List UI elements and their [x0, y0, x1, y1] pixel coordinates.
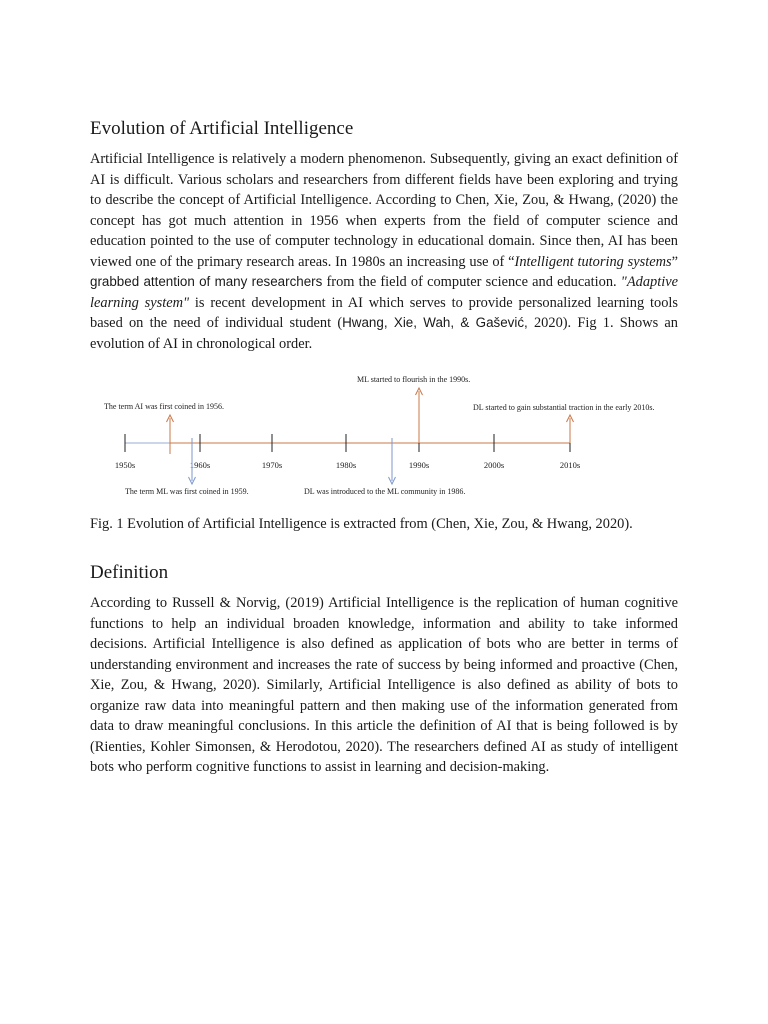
- sans-text-run: grabbed attention of many researchers: [90, 274, 323, 289]
- decade-label: 2000s: [483, 460, 505, 470]
- citation-run: Hwang, Xie, Wah, & Gašević,: [342, 315, 528, 330]
- text-run: ”: [671, 253, 678, 270]
- text-run: 2020). Fig 1. Shows an evolution of AI in chronological order.: [90, 315, 678, 352]
- text-run: is recent development in AI which serves to provide personalized learning tools based on the need of individual student (: [90, 294, 678, 331]
- decade-label: 2010s: [559, 460, 581, 470]
- definition-paragraph: According to Russell & Norvig, (2019) Artificial Intelligence is the replication of human cognitive functions to help an individual broaden knowledge, information and ability to take informed decisions. Artificial Intelligence is also defined as application of bots who are better in terms of understanding environment and increases the rate of success by being informed and proactive (Chen, Xie, Zou, & Hwang, 2020). Similarly, Artificial Intelligence is also defined as ability of bots to organize raw data into meaningful pattern and then making use of the information generated from data to draw meaningful conclusions. In this article the definition of AI that is being followed is by (Rienties, Kohler Simonsen, & Herodotou, 2020). The researchers defined AI as study of intelligent bots who perform cognitive functions to assist in learning and decision-making.: [90, 595, 678, 775]
- emphasis-its: Intelligent tutoring systems: [514, 253, 672, 270]
- section-heading-definition: Definition: [90, 562, 169, 583]
- decade-label: 1980s: [335, 460, 357, 470]
- decade-label: 1990s: [408, 460, 430, 470]
- event-label-ai-1956: The term AI was first coined in 1956.: [104, 402, 224, 411]
- decade-label: 1960s: [189, 460, 211, 470]
- figure-caption: Fig. 1 Evolution of Artificial Intelligence is extracted from (Chen, Xie, Zou, & Hwang, 2020).: [90, 516, 633, 532]
- emphasis-als: "Adaptive learning system": [90, 274, 678, 311]
- event-label-ml-1990s: ML started to flourish in the 1990s.: [357, 375, 471, 384]
- text-run: Artificial Intelligence is relatively a modern phenomenon. Subsequently, giving an exact definition of AI is difficult. Various scholars and researchers from different fields have been exploring and trying to describe the concept of Artificial Intelligence. According to Chen, Xie, Zou, & Hwang, (2020) the concept has got much attention in 1956 when experts from the field of computer science and education pointed to the use of computer technology in educational domain. Since then, AI has been viewed one of the primary research areas. In 1980s an increasing use of “: [90, 151, 678, 270]
- decade-label: 1950s: [114, 460, 136, 470]
- text-run: from the field of computer science and education.: [322, 274, 621, 290]
- event-label-dl-2010s: DL started to gain substantial traction in the early 2010s.: [473, 403, 655, 412]
- event-label-dl-1986: DL was introduced to the ML community in 1986.: [304, 487, 466, 496]
- decade-label: 1970s: [261, 460, 283, 470]
- ai-timeline-figure: [0, 0, 768, 510]
- section-heading-evolution: Evolution of Artificial Intelligence: [90, 118, 354, 139]
- event-label-ml-1959: The term ML was first coined in 1959.: [125, 487, 249, 496]
